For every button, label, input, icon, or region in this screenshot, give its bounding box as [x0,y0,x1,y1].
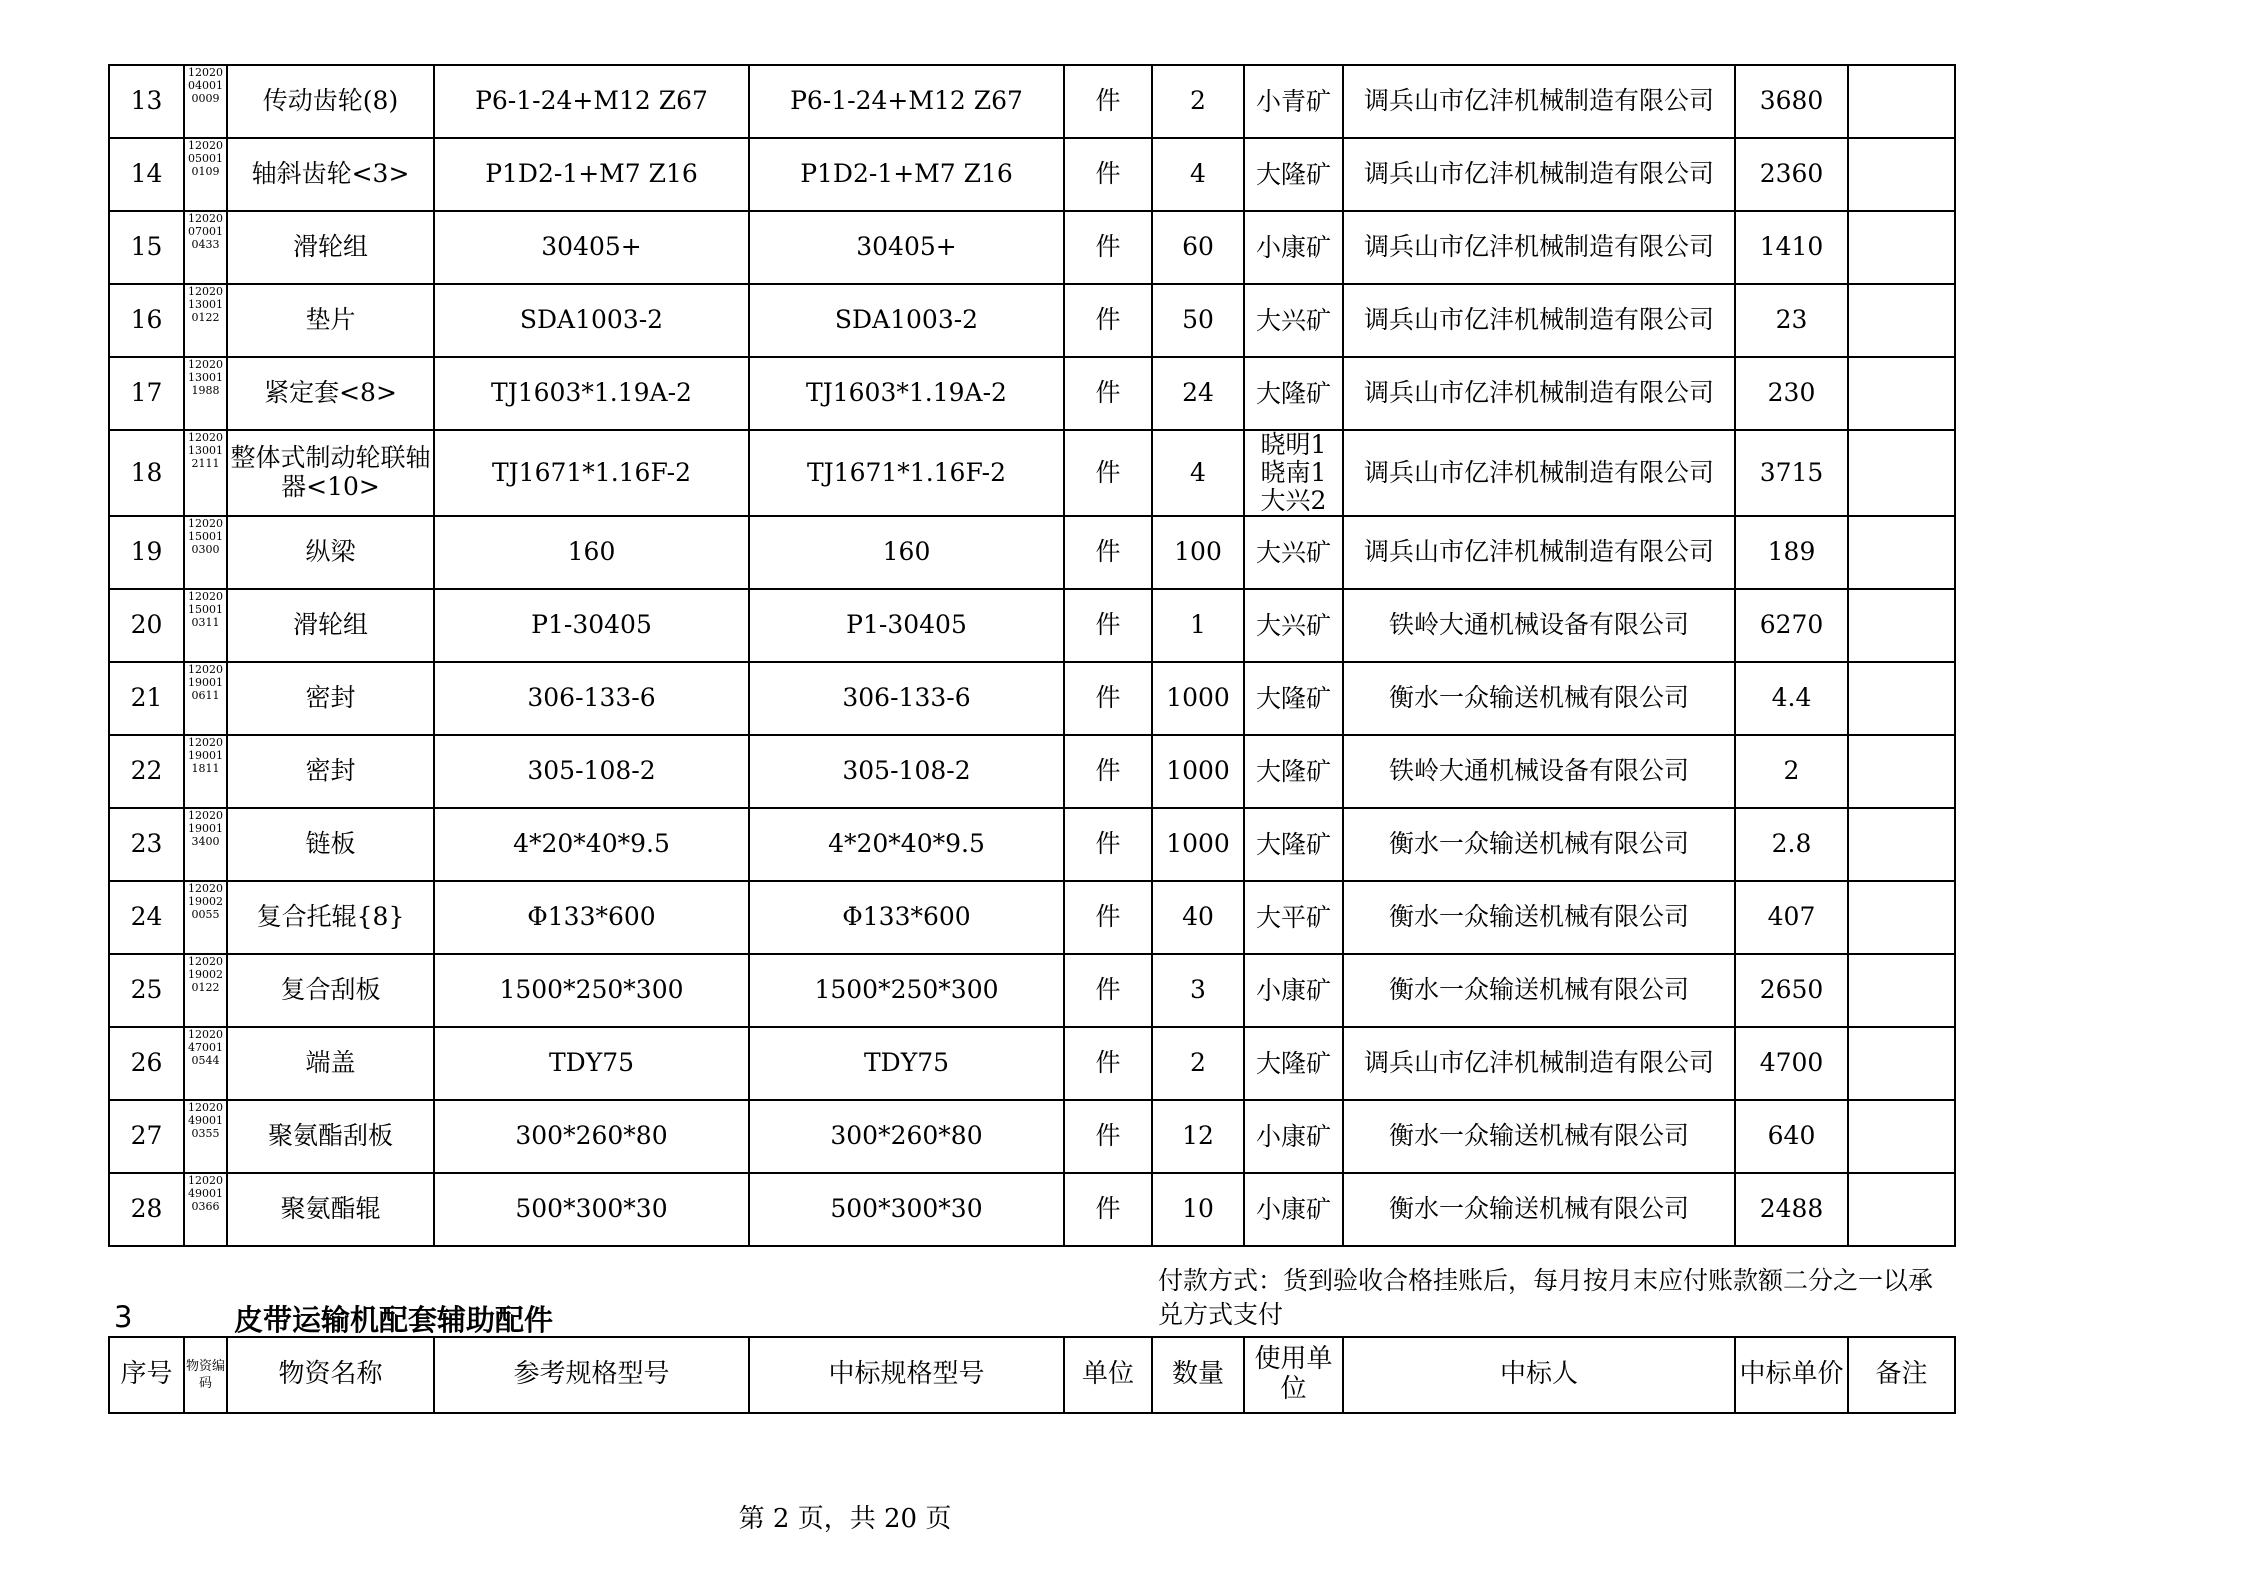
cell-price: 230 [1735,357,1848,430]
cell-qty: 100 [1152,516,1244,589]
cell-name: 轴斜齿轮<3> [227,138,434,211]
cell-price: 407 [1735,881,1848,954]
cell-seq: 28 [109,1173,184,1246]
cell-remark [1848,138,1955,211]
cell-price: 2 [1735,735,1848,808]
cell-ref-spec: 30405+ [434,211,749,284]
cell-user: 大隆矿 [1244,1027,1343,1100]
cell-bid-spec: TJ1603*1.19A-2 [749,357,1064,430]
table-row [109,211,1955,284]
cell-bid-spec: TJ1671*1.16F-2 [749,430,1064,516]
items-table [108,64,1956,1247]
cell-price: 4.4 [1735,662,1848,735]
cell-remark [1848,881,1955,954]
section-header-table [108,1336,1956,1414]
cell-name: 链板 [227,808,434,881]
cell-price: 2650 [1735,954,1848,1027]
cell-seq: 26 [109,1027,184,1100]
cell-user: 小康矿 [1244,954,1343,1027]
cell-user: 小康矿 [1244,211,1343,284]
cell-name: 纵梁 [227,516,434,589]
cell-qty: 24 [1152,357,1244,430]
cell-qty: 40 [1152,881,1244,954]
cell-price: 23 [1735,284,1848,357]
cell-vendor: 调兵山市亿沣机械制造有限公司 [1343,1027,1735,1100]
payment-note: 付款方式：货到验收合格挂账后，每月按月末应付账款额二分之一以承兑方式支付 [1158,1266,1934,1329]
cell-user: 晓明1 晓南1 大兴2 [1244,430,1343,516]
cell-unit: 件 [1064,65,1152,138]
cell-code: 12020050010109 [184,138,227,211]
cell-ref-spec: TJ1603*1.19A-2 [434,357,749,430]
cell-unit: 件 [1064,954,1152,1027]
cell-price: 4700 [1735,1027,1848,1100]
cell-unit: 件 [1064,662,1152,735]
cell-price: 2.8 [1735,808,1848,881]
table-row [109,138,1955,211]
cell-code: 12020130012111 [184,430,227,516]
header-vendor: 中标人 [1343,1337,1735,1413]
cell-vendor: 调兵山市亿沣机械制造有限公司 [1343,65,1735,138]
cell-code: 12020040010009 [184,65,227,138]
cell-name: 传动齿轮(8) [227,65,434,138]
cell-qty: 1000 [1152,662,1244,735]
cell-bid-spec: 30405+ [749,211,1064,284]
cell-seq: 27 [109,1100,184,1173]
items-table-body [109,65,1955,1246]
cell-unit: 件 [1064,211,1152,284]
cell-code: 12020490010355 [184,1100,227,1173]
header-seq: 序号 [109,1337,184,1413]
cell-user: 大平矿 [1244,881,1343,954]
cell-ref-spec: 306-133-6 [434,662,749,735]
cell-price: 640 [1735,1100,1848,1173]
cell-remark [1848,516,1955,589]
cell-qty: 1 [1152,589,1244,662]
header-remark: 备注 [1848,1337,1955,1413]
cell-remark [1848,284,1955,357]
table-row [109,735,1955,808]
cell-ref-spec: P1D2-1+M7 Z16 [434,138,749,211]
table-row [109,1173,1955,1246]
cell-bid-spec: TDY75 [749,1027,1064,1100]
cell-ref-spec: P1-30405 [434,589,749,662]
cell-qty: 4 [1152,138,1244,211]
cell-unit: 件 [1064,430,1152,516]
table-row [109,1100,1955,1173]
cell-name: 垫片 [227,284,434,357]
cell-price: 2488 [1735,1173,1848,1246]
cell-seq: 16 [109,284,184,357]
cell-bid-spec: Φ133*600 [749,881,1064,954]
header-qty: 数量 [1152,1337,1244,1413]
cell-remark [1848,211,1955,284]
cell-remark [1848,65,1955,138]
cell-vendor: 铁岭大通机械设备有限公司 [1343,735,1735,808]
cell-vendor: 铁岭大通机械设备有限公司 [1343,589,1735,662]
cell-unit: 件 [1064,589,1152,662]
cell-bid-spec: P1D2-1+M7 Z16 [749,138,1064,211]
cell-seq: 24 [109,881,184,954]
cell-seq: 13 [109,65,184,138]
cell-price: 6270 [1735,589,1848,662]
cell-price: 1410 [1735,211,1848,284]
cell-user: 大隆矿 [1244,735,1343,808]
cell-price: 3715 [1735,430,1848,516]
cell-name: 聚氨酯辊 [227,1173,434,1246]
cell-ref-spec: 160 [434,516,749,589]
cell-remark [1848,430,1955,516]
cell-code: 12020490010366 [184,1173,227,1246]
cell-ref-spec: 4*20*40*9.5 [434,808,749,881]
cell-qty: 4 [1152,430,1244,516]
cell-unit: 件 [1064,735,1152,808]
page-footer: 第 2 页，共 20 页 [738,1504,952,1534]
cell-bid-spec: 4*20*40*9.5 [749,808,1064,881]
cell-name: 密封 [227,735,434,808]
cell-unit: 件 [1064,1100,1152,1173]
cell-name: 复合托辊{8} [227,881,434,954]
cell-remark [1848,589,1955,662]
cell-user: 小青矿 [1244,65,1343,138]
cell-code: 12020130011988 [184,357,227,430]
cell-qty: 60 [1152,211,1244,284]
cell-ref-spec: TDY75 [434,1027,749,1100]
cell-qty: 50 [1152,284,1244,357]
cell-user: 大隆矿 [1244,808,1343,881]
cell-vendor: 衡水一众输送机械有限公司 [1343,1173,1735,1246]
cell-user: 大兴矿 [1244,516,1343,589]
cell-remark [1848,1173,1955,1246]
cell-unit: 件 [1064,1173,1152,1246]
cell-name: 密封 [227,662,434,735]
cell-code: 12020150010311 [184,589,227,662]
cell-user: 大隆矿 [1244,662,1343,735]
header-price: 中标单价 [1735,1337,1848,1413]
cell-code: 12020470010544 [184,1027,227,1100]
section-number: 3 [114,1300,133,1334]
cell-name: 滑轮组 [227,589,434,662]
table-row [109,430,1955,516]
cell-user: 大兴矿 [1244,284,1343,357]
cell-seq: 15 [109,211,184,284]
cell-unit: 件 [1064,284,1152,357]
cell-ref-spec: 1500*250*300 [434,954,749,1027]
cell-bid-spec: 300*260*80 [749,1100,1064,1173]
cell-bid-spec: 160 [749,516,1064,589]
header-row [109,1337,1955,1413]
table-row [109,954,1955,1027]
cell-name: 整体式制动轮联轴器<10> [227,430,434,516]
cell-vendor: 调兵山市亿沣机械制造有限公司 [1343,284,1735,357]
cell-remark [1848,662,1955,735]
header-name: 物资名称 [227,1337,434,1413]
cell-qty: 2 [1152,1027,1244,1100]
cell-ref-spec: 305-108-2 [434,735,749,808]
header-ref-spec: 参考规格型号 [434,1337,749,1413]
table-row [109,808,1955,881]
cell-price: 3680 [1735,65,1848,138]
cell-bid-spec: SDA1003-2 [749,284,1064,357]
cell-code: 12020190020122 [184,954,227,1027]
cell-code: 12020130010122 [184,284,227,357]
cell-ref-spec: SDA1003-2 [434,284,749,357]
cell-ref-spec: TJ1671*1.16F-2 [434,430,749,516]
cell-seq: 25 [109,954,184,1027]
cell-vendor: 调兵山市亿沣机械制造有限公司 [1343,211,1735,284]
header-code: 物资编码 [184,1337,227,1413]
cell-vendor: 衡水一众输送机械有限公司 [1343,1100,1735,1173]
cell-remark [1848,1100,1955,1173]
cell-name: 端盖 [227,1027,434,1100]
header-user: 使用单位 [1244,1337,1343,1413]
cell-unit: 件 [1064,516,1152,589]
table-row [109,516,1955,589]
cell-ref-spec: P6-1-24+M12 Z67 [434,65,749,138]
cell-name: 滑轮组 [227,211,434,284]
cell-code: 12020190010611 [184,662,227,735]
cell-price: 2360 [1735,138,1848,211]
cell-ref-spec: 500*300*30 [434,1173,749,1246]
cell-vendor: 调兵山市亿沣机械制造有限公司 [1343,430,1735,516]
table-row [109,357,1955,430]
cell-qty: 1000 [1152,808,1244,881]
cell-remark [1848,735,1955,808]
cell-vendor: 衡水一众输送机械有限公司 [1343,881,1735,954]
cell-seq: 21 [109,662,184,735]
cell-seq: 23 [109,808,184,881]
cell-code: 12020190011811 [184,735,227,808]
cell-seq: 17 [109,357,184,430]
cell-code: 12020070010433 [184,211,227,284]
cell-code: 12020190020055 [184,881,227,954]
cell-vendor: 衡水一众输送机械有限公司 [1343,808,1735,881]
cell-vendor: 衡水一众输送机械有限公司 [1343,662,1735,735]
cell-remark [1848,1027,1955,1100]
cell-bid-spec: 306-133-6 [749,662,1064,735]
cell-qty: 10 [1152,1173,1244,1246]
cell-unit: 件 [1064,808,1152,881]
cell-seq: 18 [109,430,184,516]
cell-vendor: 调兵山市亿沣机械制造有限公司 [1343,138,1735,211]
table-row [109,65,1955,138]
cell-bid-spec: P6-1-24+M12 Z67 [749,65,1064,138]
cell-user: 大兴矿 [1244,589,1343,662]
cell-seq: 14 [109,138,184,211]
cell-bid-spec: P1-30405 [749,589,1064,662]
cell-qty: 1000 [1152,735,1244,808]
cell-name: 聚氨酯刮板 [227,1100,434,1173]
cell-qty: 2 [1152,65,1244,138]
header-unit: 单位 [1064,1337,1152,1413]
cell-qty: 12 [1152,1100,1244,1173]
cell-bid-spec: 500*300*30 [749,1173,1064,1246]
cell-seq: 22 [109,735,184,808]
cell-user: 大隆矿 [1244,357,1343,430]
table-row [109,589,1955,662]
table-row [109,1027,1955,1100]
cell-code: 12020190013400 [184,808,227,881]
cell-vendor: 调兵山市亿沣机械制造有限公司 [1343,516,1735,589]
cell-seq: 20 [109,589,184,662]
cell-unit: 件 [1064,138,1152,211]
cell-name: 紧定套<8> [227,357,434,430]
cell-code: 12020150010300 [184,516,227,589]
cell-vendor: 调兵山市亿沣机械制造有限公司 [1343,357,1735,430]
cell-user: 小康矿 [1244,1173,1343,1246]
cell-user: 小康矿 [1244,1100,1343,1173]
cell-bid-spec: 1500*250*300 [749,954,1064,1027]
cell-qty: 3 [1152,954,1244,1027]
cell-unit: 件 [1064,1027,1152,1100]
cell-unit: 件 [1064,357,1152,430]
cell-unit: 件 [1064,881,1152,954]
cell-seq: 19 [109,516,184,589]
header-bid-spec: 中标规格型号 [749,1337,1064,1413]
cell-remark [1848,808,1955,881]
cell-price: 189 [1735,516,1848,589]
table-row [109,662,1955,735]
cell-name: 复合刮板 [227,954,434,1027]
cell-ref-spec: Φ133*600 [434,881,749,954]
cell-bid-spec: 305-108-2 [749,735,1064,808]
section-title: 皮带运输机配套辅助配件 [234,1303,554,1337]
table-row [109,881,1955,954]
cell-ref-spec: 300*260*80 [434,1100,749,1173]
cell-remark [1848,357,1955,430]
cell-vendor: 衡水一众输送机械有限公司 [1343,954,1735,1027]
cell-remark [1848,954,1955,1027]
table-row [109,284,1955,357]
cell-user: 大隆矿 [1244,138,1343,211]
